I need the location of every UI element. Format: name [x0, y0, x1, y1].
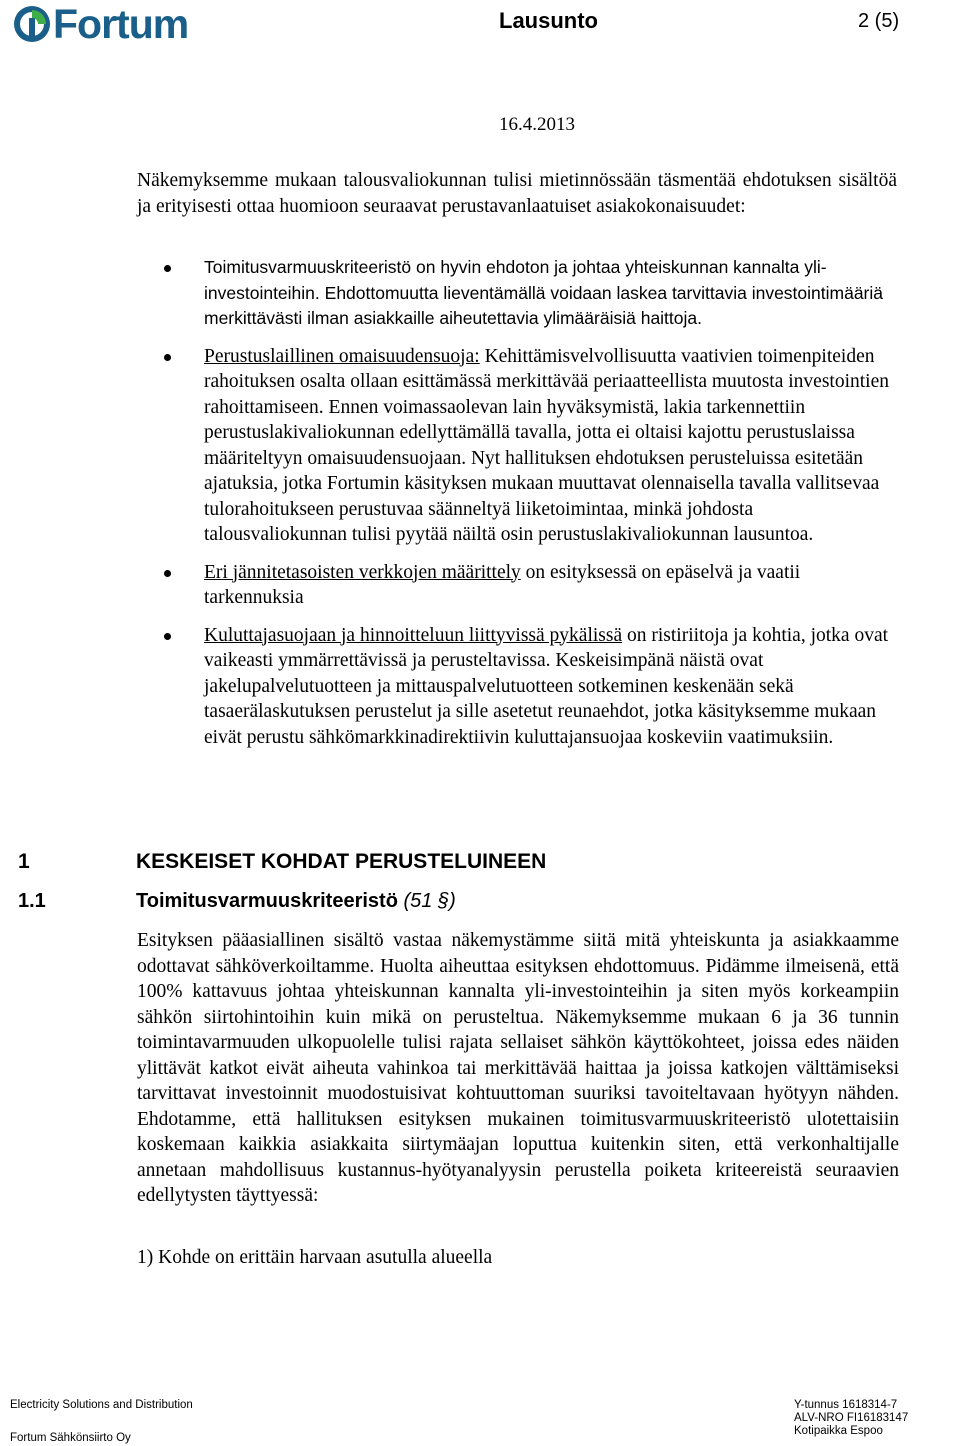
footer-alv: ALV-NRO FI16183147: [794, 1412, 909, 1424]
criteria-item: 1) Kohde on erittäin harvaan asutulla alueella: [137, 1247, 493, 1268]
subsection-number: 1.1: [18, 890, 46, 912]
bullet-lead: Toimitusvarmuuskriteeristö on hyvin ehdoton ja johtaa yhteiskunnan kannalta yli-investointeihin.: [204, 257, 827, 303]
bullet-text: on esityksessä on epäselvä ja vaatii tarkennuksia: [204, 561, 801, 608]
list-item: [160, 344, 900, 548]
footer-division: Electricity Solutions and Distribution: [10, 1399, 193, 1411]
footer-kotipaikka: Kotipaikka Espoo: [794, 1425, 883, 1437]
footer-company-info: [794, 1399, 908, 1438]
intro-paragraph: Näkemyksemme mukaan talousvaliokunnan tulisi mietinnössään täsmentää ehdotuksen sisältöä ja erityisesti ottaa huomioon seuraavat perustavanlaatuiset asiakokonaisuudet:: [137, 170, 897, 217]
section-title: KESKEISET KOHDAT PERUSTELUINEEN: [136, 850, 547, 873]
page-number: 2 (5): [858, 10, 900, 32]
bullet-text: on ristiriitoja ja kohtia, jotka ovat vaikeasti ymmärrettävissä ja perusteltavissa. Keskeisimpänä näistä ovat jakelupalvelutuotteen ja mittauspalvelutuotteen sotkeminen keskenään sekä tasaerälaskutuksen perustelut ja sille asetetut reunaehdot, jotka käsityksemme mukaan eivät perustu sähkömarkkinadirektiivin kuluttajansuojaa koskeviin vaatimuksiin.: [204, 624, 889, 748]
subsection-title: Toimitusvarmuuskriteeristö: [136, 890, 398, 912]
list-item: [160, 623, 900, 751]
subsection-reference: (51 §): [403, 890, 456, 912]
bullet-lead: Eri jännitetasoisten verkkojen määrittely: [204, 561, 521, 583]
section-heading: [18, 850, 546, 874]
bullet-lead: Kuluttajasuojaan ja hinnoitteluun liittyvissä pykälissä: [204, 624, 623, 646]
logo-wordmark: Fortum: [53, 0, 189, 47]
bullet-text: Ehdottomuutta lieventämällä voidaan laskea tarvittavia investointimääriä merkittävästi ilman asiakkaille aiheutettavia ylimääräisiä haittoja.: [204, 282, 884, 328]
list-item: [160, 560, 900, 611]
body-paragraph: Esityksen pääasiallinen sisältö vastaa näkemystämme siitä mitä yhteiskunta ja asiakkaamme odottavat sähköverkoiltamme. Huolta aiheuttaa esityksen ehdottomuus. Pidämme ilmeisenä, että 100% kattavuus johtaa yhteiskunnan kannalta yli-investointeihin ja siten myös korkeampiin sähkön siirtohintoihin kuin mikä on perusteltua. Näkemyksemme mukaan 6 ja 36 tunnin toimintavarmuuden ulkopuolelle tulisi rajata sellaiset sähkön käyttökohteet, joissa edes näiden ylittävät katkot eivät aiheuta vahinkoa tai merkittävää haittaa ja joissa katkojen välttämiseksi tarvittavat investoinnit muodostuisivat kohtuuttoman suuriksi tavoiteltavaan hyötyyn nähden. Ehdotamme, että hallituksen esityksen mukainen toimitusvarmuuskriteeristö ulotettaisiin koskemaan kaikkia asiakkaita siirtymäajan loputtua kuitenkin siten, että verkonhaltijalle annetaan mahdollisuus kustannus-hyötyanalyysin perustella poiketa kriteereistä seuraavien edellytysten täyttyessä:: [137, 930, 899, 1206]
list-item: [160, 255, 900, 332]
document-type: Lausunto: [499, 8, 598, 33]
section-number: 1: [18, 850, 30, 873]
footer-ytunnus: Y-tunnus 1618314-7: [794, 1399, 898, 1411]
bullet-lead: Perustuslaillinen omaisuudensuoja:: [204, 345, 480, 367]
bullet-text: Kehittämisvelvollisuutta vaativien toimenpiteiden rahoituksen osalta ollaan esittämässä merkittävää periaatteellista muutosta investointien rahoittamiseen. Ennen voimassaolevan lain hyväksymistä, lakia tarkennettiin perustuslakivaliokunnan edellyttämällä tavalla, jotta ei oltaisi kajottu perustuslaissa määriteltyyn omaisuudensuojaan. Nyt hallituksen ehdotuksen perusteluissa esitetään ajatuksia, jotka Fortumin käsityksen mukaan muuttavat olennaisella tavalla vallitsevaa tulorahoitukseen perustuvaa säänneltyä liiketoimintaa, minkä johdosta talousvaliokunnan tulisi pyytää näiltä osin perustuslakivaliokunnan lausuntoa.: [204, 345, 889, 545]
key-points-list: [160, 255, 900, 750]
footer-company: Fortum Sähkönsiirto Oy: [10, 1432, 131, 1444]
fortum-logo-icon: [12, 4, 52, 44]
subsection-heading: [18, 890, 456, 913]
document-date: 16.4.2013: [499, 114, 575, 135]
fortum-logo: [12, 0, 188, 48]
